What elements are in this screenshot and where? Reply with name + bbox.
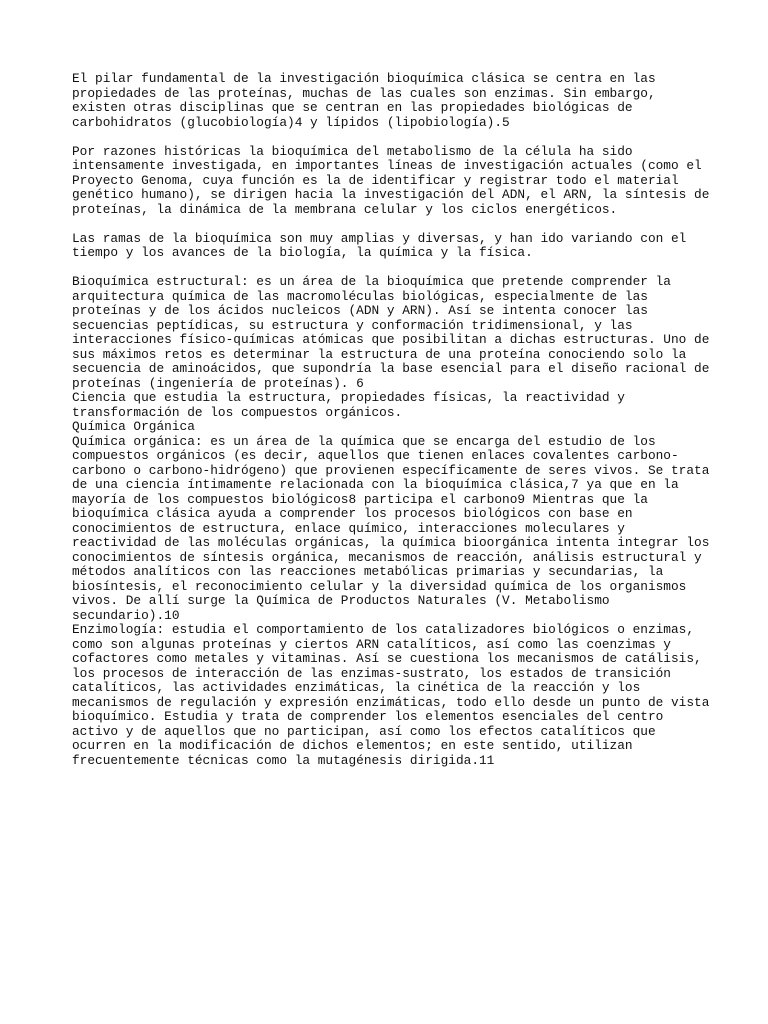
document-page — [72, 72, 712, 768]
paragraph-metabolism: Por razones históricas la bioquímica del metabolismo de la célula ha sido intensamente investigada, en importantes líneas de investigación actuales (como el Proyecto Genoma, cuya función es la de identificar y registrar todo el material genético humano), se dirigen hacia la investigación del ADN, el ARN, la síntesis de proteínas, la dinámica de la membrana celular y los ciclos energéticos. — [72, 143, 710, 217]
paragraph-proteins: El pilar fundamental de la investigación bioquímica clásica se centra en las propiedades de las proteínas, muchas de las cuales son enzimas. Sin embargo, existen otras disciplinas que se centran en las propiedades biológicas de carbohidratos (glucobiología)4 y lípidos (lipobiología).5 — [72, 71, 656, 130]
body-text-block: Bioquímica estructural: es un área de la bioquímica que pretende comprender la arquitectura química de las macromoléculas biológicas, especialmente de las proteínas y de los ácidos nucleicos (ADN y ARN). Así se intenta conocer las secuencias peptídicas, su estructura y conformación tridimensional, y las interacciones físico-químicas atómicas que posibilitan a dichas estructuras. Uno de sus máximos retos es determinar la estructura de una proteína conociendo solo la secuencia de aminoácidos, que supondría la base esencial para el diseño racional de proteínas (ingeniería de proteínas). 6 Ciencia que estudia la estructura, propiedades físicas, la reactividad y transformación de los compuestos orgánicos. Química Orgánica Química orgánica: es un área de la química que se encarga del estudio de los compuestos orgánicos (es decir, aquellos que tienen enlaces covalentes carbono- carbono o carbono-hidrógeno) que provienen específicamente de seres vivos. Se trata de una ciencia íntimamente relacionada con la bioquímica clásica,7 ya que en la mayoría de los compuestos biológicos8 participa el carbono9 Mientras que la bioquímica clásica ayuda a comprender los procesos biológicos con base en conocimientos de estructura, enlace químico, interacciones moleculares y reactividad de las moléculas orgánicas, la química bioorgánica intenta integrar los conocimientos de síntesis orgánica, mecanismos de reacción, análisis estructural y métodos analíticos con las reacciones metabólicas primarias y secundarias, la biosíntesis, el reconocimiento celular y la diversidad química de los organismos vivos. De allí surge la Química de Productos Naturales (V. Metabolismo secundario).10 Enzimología: estudia el comportamiento de los catalizadores biológicos o enzimas, como son algunas proteínas y ciertos ARN catalíticos, así como las coenzimas y cofactores como metales y vitaminas. Así se cuestiona los mecanismos de catálisis, los procesos de interacción de las enzimas-sustrato, los estados de transición catalíticos, las actividades enzimáticas, la cinética de la reacción y los mecanismos de regulación y expresión enzimáticas, todo ello desde un punto de vista bioquímico. Estudia y trata de comprender los elementos esenciales del centro activo y de aquellos que no participan, así como los efectos catalíticos que ocurren en la modificación de dichos elementos; en este sentido, utilizan frecuentemente técnicas como la mutagénesis dirigida.11 — [72, 274, 710, 768]
paragraph-branches: Las ramas de la bioquímica son muy amplias y diversas, y han ido variando con el tiempo y los avances de la biología, la química y la física. — [72, 230, 687, 260]
